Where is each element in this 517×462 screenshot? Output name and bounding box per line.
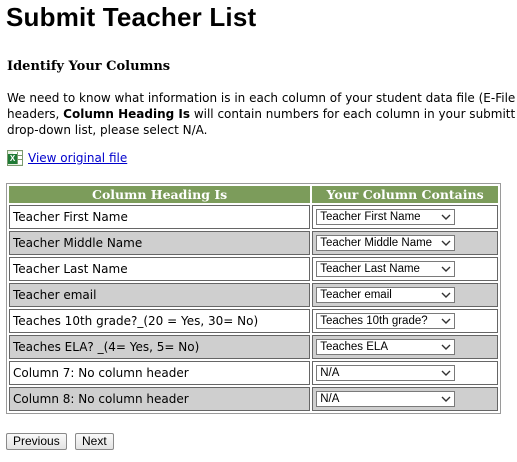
select-value: N/A bbox=[320, 393, 340, 405]
column-contains-select[interactable] bbox=[316, 365, 455, 381]
next-button[interactable]: Next bbox=[75, 433, 114, 450]
select-value: Teaches ELA bbox=[320, 341, 388, 353]
table-row bbox=[9, 361, 498, 385]
previous-button[interactable]: Previous bbox=[6, 433, 67, 450]
chevron-down-icon[interactable] bbox=[440, 262, 452, 276]
instructions-line-2-end: will contain numbers for each column in your submitt bbox=[190, 107, 516, 121]
column-heading-cell: Teacher Last Name bbox=[9, 257, 310, 281]
select-value: Teacher Last Name bbox=[320, 263, 420, 275]
column-contains-cell bbox=[312, 309, 498, 333]
column-contains-select[interactable] bbox=[316, 391, 455, 407]
chevron-down-icon[interactable] bbox=[440, 340, 452, 354]
chevron-down-icon[interactable] bbox=[440, 392, 452, 406]
section-subtitle: Identify Your Columns bbox=[7, 59, 171, 74]
column-contains-cell bbox=[312, 283, 498, 307]
column-contains-cell bbox=[312, 361, 498, 385]
select-value: N/A bbox=[320, 367, 340, 379]
table-row bbox=[9, 231, 498, 255]
view-original-file-link[interactable]: View original file bbox=[28, 151, 128, 165]
excel-file-icon[interactable]: X bbox=[7, 150, 23, 166]
column-contains-select[interactable] bbox=[316, 235, 455, 251]
chevron-down-icon[interactable] bbox=[440, 366, 452, 380]
table-row bbox=[9, 309, 498, 333]
column-heading-cell: Teaches 10th grade?_(20 = Yes, 30= No) bbox=[9, 309, 310, 333]
table-header-row bbox=[9, 186, 498, 203]
column-contains-select[interactable] bbox=[316, 287, 455, 303]
table-row bbox=[9, 283, 498, 307]
column-contains-cell bbox=[312, 335, 498, 359]
column-contains-select[interactable] bbox=[316, 313, 455, 329]
instructions-bold-term: Column Heading Is bbox=[63, 107, 190, 121]
instructions-line-1: We need to know what information is in each column of your student data file (E-File bbox=[7, 91, 516, 105]
column-heading-cell: Teacher First Name bbox=[9, 205, 310, 229]
select-value: Teacher Middle Name bbox=[320, 237, 433, 249]
select-value: Teacher email bbox=[320, 289, 392, 301]
column-contains-cell bbox=[312, 387, 498, 411]
table-row bbox=[9, 387, 498, 411]
table-row bbox=[9, 205, 498, 229]
column-contains-cell bbox=[312, 205, 498, 229]
column-heading-cell: Teaches ELA? _(4= Yes, 5= No) bbox=[9, 335, 310, 359]
column-heading-cell: Teacher email bbox=[9, 283, 310, 307]
select-value: Teacher First Name bbox=[320, 211, 421, 223]
column-contains-select[interactable] bbox=[316, 209, 455, 225]
column-mapping-table bbox=[6, 183, 501, 414]
chevron-down-icon[interactable] bbox=[440, 236, 452, 250]
column-heading-cell: Column 7: No column header bbox=[9, 361, 310, 385]
column-contains-cell bbox=[312, 257, 498, 281]
instructions-line-3: drop-down list, please select N/A. bbox=[7, 123, 208, 137]
column-contains-select[interactable] bbox=[316, 261, 455, 277]
table-row bbox=[9, 257, 498, 281]
instructions-line-2 bbox=[7, 106, 517, 122]
page-title: Submit Teacher List bbox=[6, 2, 257, 32]
chevron-down-icon[interactable] bbox=[440, 210, 452, 224]
header-column-heading-is: Column Heading Is bbox=[9, 186, 310, 203]
chevron-down-icon[interactable] bbox=[440, 314, 452, 328]
select-value: Teaches 10th grade? bbox=[320, 315, 428, 327]
column-contains-select[interactable] bbox=[316, 339, 455, 355]
column-heading-cell: Teacher Middle Name bbox=[9, 231, 310, 255]
table-row bbox=[9, 335, 498, 359]
instructions-line-2-start: headers, bbox=[7, 107, 64, 121]
original-file-row bbox=[7, 148, 127, 168]
header-your-column-contains: Your Column Contains bbox=[312, 186, 498, 203]
instructions-text bbox=[7, 90, 517, 138]
chevron-down-icon[interactable] bbox=[440, 288, 452, 302]
column-contains-cell bbox=[312, 231, 498, 255]
column-heading-cell: Column 8: No column header bbox=[9, 387, 310, 411]
